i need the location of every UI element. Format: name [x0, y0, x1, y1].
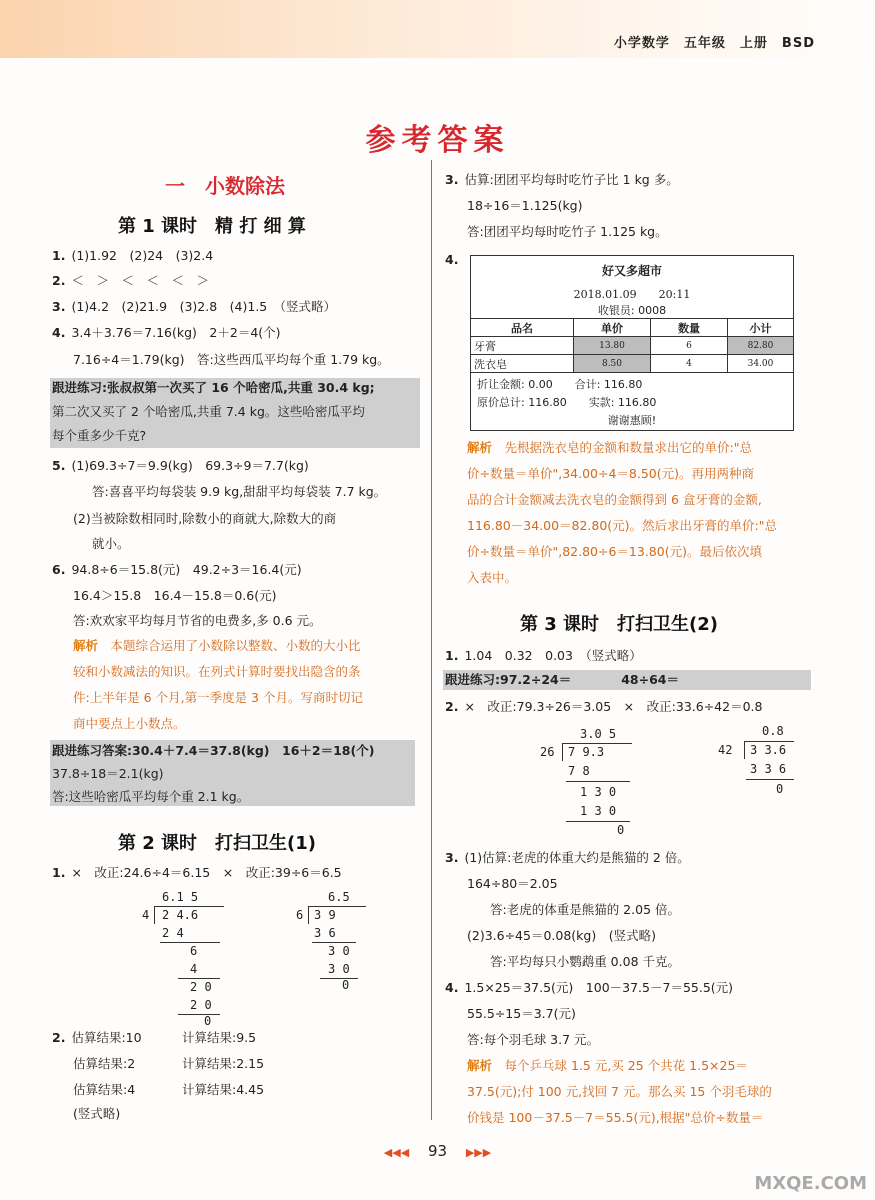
- dividend: 7 9.3: [568, 745, 605, 759]
- analysis-line: 116.80－34.00＝82.80(元)。然后求出牙膏的单价:"总: [467, 518, 778, 533]
- answer-line: 估算结果:4: [73, 1082, 136, 1097]
- division-row: 0: [776, 782, 784, 796]
- division-rule: [320, 978, 358, 979]
- answer-line: 2. ＜ ＞ ＜ ＜ ＜ ＞: [52, 273, 209, 288]
- receipt-table: [470, 318, 794, 373]
- receipt-header: 品名: [471, 319, 574, 337]
- receipt-cashier: 收银员: 0008: [597, 304, 667, 317]
- division-row: 4: [190, 962, 198, 976]
- division-rule: [566, 781, 630, 782]
- division-row: 3 3 6: [750, 762, 787, 776]
- receipt-header: 单价: [574, 319, 651, 337]
- answer-line: 3. (1)4.2 (2)21.9 (3)2.8 (4)1.5 （竖式略）: [52, 299, 336, 314]
- answer-line: 计算结果:9.5: [182, 1030, 257, 1045]
- analysis-line: 较和小数减法的知识。在列式计算时要找出隐含的条: [73, 664, 361, 679]
- receipt-header-row: [471, 319, 794, 337]
- receipt-cell: 洗衣皂: [471, 355, 574, 373]
- quotient: 6.1 5: [162, 890, 199, 904]
- dividend: 2 4.6: [162, 908, 199, 922]
- receipt-line: 原价总计: 116.80 实款: 116.80: [477, 396, 657, 409]
- receipt-cell: 6: [651, 337, 728, 355]
- receipt-cell: 牙膏: [471, 337, 574, 355]
- division-row: 0: [617, 823, 625, 837]
- division-bracket: [308, 906, 309, 924]
- answer-line: 答:老虎的体重是熊猫的 2.05 倍。: [490, 902, 680, 917]
- follow-up-answer-line: 跟进练习答案:30.4＋7.4＝37.8(kg) 16＋2＝18(个): [52, 743, 375, 758]
- analysis-line: 品的合计金额减去洗衣皂的金额得到 6 盒牙膏的金额,: [467, 492, 762, 507]
- follow-up-answer-line: 答:这些哈密瓜平均每个重 2.1 kg。: [52, 789, 250, 804]
- receipt-cell: 4: [651, 355, 728, 373]
- header-band: [0, 0, 875, 58]
- answer-line: 4. 3.4＋3.76＝7.16(kg) 2＋2＝4(个): [52, 325, 281, 340]
- answer-line: 2. 估算结果:10: [52, 1030, 142, 1045]
- answer-line: 答:团团平均每时吃竹子 1.125 kg。: [467, 224, 668, 239]
- answer-line: 18÷16＝1.125(kg): [467, 198, 583, 213]
- receipt-thanks: 谢谢惠顾!: [607, 414, 657, 427]
- answer-line: 答:欢欢家平均每月节省的电费多,多 0.6 元。: [73, 613, 322, 628]
- receipt-cell: 34.00: [728, 355, 794, 373]
- answer-line: (竖式略): [73, 1106, 121, 1121]
- receipt-cell: 8.50: [574, 355, 651, 373]
- answer-line: (2)3.6÷45＝0.08(kg) (竖式略): [467, 928, 656, 943]
- dividend: 3 9: [314, 908, 336, 922]
- quotient: 0.8: [762, 724, 784, 738]
- analysis-line: 解析 每个乒乓球 1.5 元,买 25 个共花 1.5×25＝: [467, 1058, 748, 1073]
- watermark-logo: MXQE.COM: [754, 1173, 867, 1194]
- divisor: 6: [296, 908, 304, 922]
- division-row: 7 8: [568, 764, 590, 778]
- answer-line: 计算结果:2.15: [182, 1056, 265, 1071]
- division-rule: [178, 1014, 220, 1015]
- answer-line: 5. (1)69.3÷7＝9.9(kg) 69.3÷9＝7.7(kg): [52, 458, 309, 473]
- receipt-line: 折让金额: 0.00 合计: 116.80: [477, 378, 643, 391]
- analysis-line: 价÷数量＝单价",34.00÷4＝8.50(元)。再用两种商: [467, 466, 754, 481]
- answer-line: 就小。: [92, 536, 130, 551]
- follow-up-line: 跟进练习:97.2÷24＝ 48÷64＝: [445, 672, 679, 687]
- answer-line: 55.5÷15＝3.7(元): [467, 1006, 576, 1021]
- header-text: 小学数学 五年级 上册 BSD: [613, 36, 815, 51]
- unit-title: 一 小数除法: [165, 174, 285, 198]
- division-row: 2 0: [190, 980, 212, 994]
- receipt-datetime: 2018.01.09 20:11: [573, 288, 691, 301]
- divisor: 26: [540, 745, 555, 759]
- division-bracket: [154, 906, 155, 924]
- analysis-label: 解析: [467, 1058, 493, 1073]
- answer-line: 3. (1)估算:老虎的体重大约是熊猫的 2 倍。: [445, 850, 690, 865]
- lesson2-title: 第 2 课时 打扫卫生(1): [118, 833, 317, 854]
- next-arrows-icon: ▶▶▶: [465, 1146, 492, 1159]
- analysis-line: 价÷数量＝单价",82.80÷6＝13.80(元)。最后依次填: [467, 544, 762, 559]
- page-title: 参考答案: [365, 123, 510, 158]
- answer-line: 6. 94.8÷6＝15.8(元) 49.2÷3＝16.4(元): [52, 562, 302, 577]
- page-number: 93: [427, 1142, 448, 1160]
- division-bracket: [562, 743, 563, 761]
- divisor: 42: [718, 743, 733, 757]
- receipt: [470, 255, 794, 431]
- answer-line: 2. × 改正:79.3÷26＝3.05 × 改正:33.6÷42＝0.8: [445, 699, 763, 714]
- answer-line: 4. 1.5×25＝37.5(元) 100－37.5－7＝55.5(元): [445, 980, 734, 995]
- receipt-row: [471, 355, 794, 373]
- analysis-line: 商中要点上小数点。: [73, 716, 186, 731]
- analysis-line: 解析 先根据洗衣皂的金额和数量求出它的单价:"总: [467, 440, 752, 455]
- receipt-cell: 82.80: [728, 337, 794, 355]
- receipt-row: [471, 337, 794, 355]
- receipt-store: 好又多超市: [601, 264, 662, 278]
- receipt-header: 数量: [651, 319, 728, 337]
- follow-up-line: 第二次又买了 2 个哈密瓜,共重 7.4 kg。这些哈密瓜平均: [52, 404, 365, 419]
- division-row: 0: [342, 978, 350, 992]
- division-row: 1 3 0: [580, 785, 617, 799]
- analysis-line: 解析 本题综合运用了小数除以整数、小数的大小比: [73, 638, 361, 653]
- column-divider: [431, 160, 432, 1120]
- quotient: 3.0 5: [580, 727, 617, 741]
- dividend: 3 3.6: [750, 743, 787, 757]
- divisor: 4: [142, 908, 150, 922]
- follow-up-answer-line: 37.8÷18＝2.1(kg): [52, 766, 164, 781]
- answer-line: 答:平均每只小鹦鹉重 0.08 千克。: [490, 954, 680, 969]
- page-footer: [0, 1142, 875, 1160]
- lesson1-title: 第 1 课时 精 打 细 算: [118, 216, 306, 237]
- follow-up-line: 跟进练习:张叔叔第一次买了 16 个哈密瓜,共重 30.4 kg;: [52, 380, 375, 395]
- answer-line: 答:每个羽毛球 3.7 元。: [467, 1032, 600, 1047]
- division-row: 3 0: [328, 962, 350, 976]
- division-row: 0: [204, 1014, 212, 1028]
- analysis-line: 件:上半年是 6 个月,第一季度是 3 个月。写商时切记: [73, 690, 363, 705]
- division-row: 2 0: [190, 998, 212, 1012]
- follow-up-line: 每个重多少千克?: [52, 428, 147, 443]
- division-rule: [746, 779, 794, 780]
- analysis-line: 价钱是 100－37.5－7＝55.5(元),根据"总价÷数量＝: [467, 1110, 764, 1125]
- analysis-label: 解析: [467, 440, 493, 455]
- answer-line: 16.4＞15.8 16.4－15.8＝0.6(元): [73, 588, 277, 603]
- answer-line: 答:喜喜平均每袋装 9.9 kg,甜甜平均每袋装 7.7 kg。: [92, 484, 387, 499]
- receipt-header: 小计: [728, 319, 794, 337]
- question-number: 4.: [445, 252, 459, 267]
- receipt-cell: 13.80: [574, 337, 651, 355]
- answer-line: 计算结果:4.45: [182, 1082, 265, 1097]
- division-row: 2 4: [162, 926, 184, 940]
- lesson3-title: 第 3 课时 打扫卫生(2): [520, 614, 719, 635]
- analysis-line: 入表中。: [467, 570, 518, 585]
- analysis-line: 37.5(元);付 100 元,找回 7 元。那么买 15 个羽毛球的: [467, 1084, 772, 1099]
- answer-line: 1. (1)1.92 (2)24 (3)2.4: [52, 248, 214, 263]
- answer-line: 1. × 改正:24.6÷4＝6.15 × 改正:39÷6＝6.5: [52, 865, 342, 880]
- division-row: 3 0: [328, 944, 350, 958]
- division-bracket: [744, 741, 745, 759]
- quotient: 6.5: [328, 890, 350, 904]
- division-row: 6: [190, 944, 198, 958]
- answer-line: (2)当被除数相同时,除数小的商就大,除数大的商: [73, 511, 337, 526]
- prev-arrows-icon: ◀◀◀: [383, 1146, 410, 1159]
- answer-line: 1. 1.04 0.32 0.03 （竖式略）: [445, 648, 642, 663]
- division-row: 3 6: [314, 926, 336, 940]
- answer-line: 估算结果:2: [73, 1056, 136, 1071]
- division-row: 1 3 0: [580, 804, 617, 818]
- answer-line: 164÷80＝2.05: [467, 876, 558, 891]
- answer-line: 3. 估算:团团平均每时吃竹子比 1 kg 多。: [445, 172, 679, 187]
- answer-line: 7.16÷4＝1.79(kg) 答:这些西瓜平均每个重 1.79 kg。: [73, 352, 390, 367]
- analysis-label: 解析: [73, 638, 99, 653]
